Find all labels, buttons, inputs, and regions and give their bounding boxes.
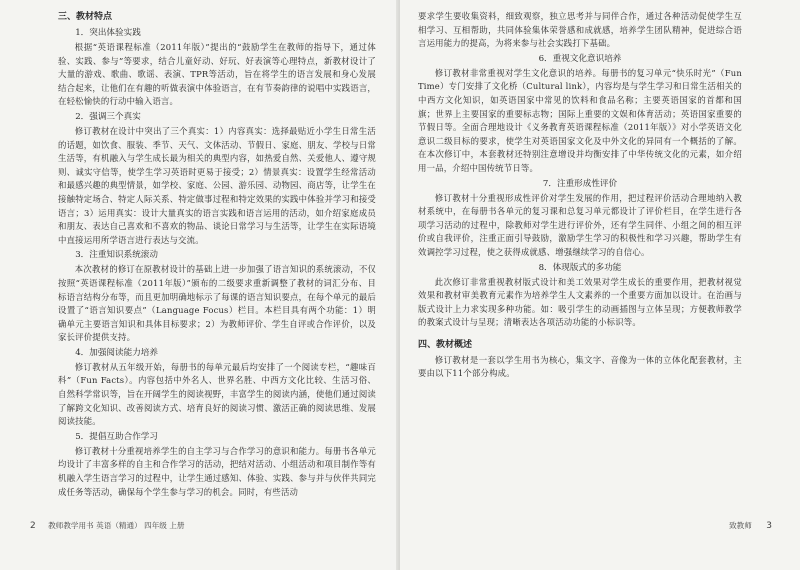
subheading-layout-functions: 8．体现版式的多功能 <box>538 262 622 273</box>
left-column <box>58 10 376 499</box>
paragraph-layout-functions: 此次修订非常重视教材版式设计和美工效果对学生成长的重要作用，把教材视觉效果和教材审美教育元素作为培养学生人文素养的一个重要方面加以设计。在治画与版式设计上力求实现多种功能。如：吸引学生的动画插图与立体呈现；方便教师教学的教案式设计与呈现；清晰表达各项活动功能的小标识等。 <box>418 276 742 328</box>
running-title-left: 教师教学用书 英语（精通） 四年级 上册 <box>48 521 185 530</box>
paragraph-knowledge-rolling: 本次教材的修订在原教材设计的基础上进一步加强了语言知识的系统滚动，不仅按照“英语课程标准（2011年版）”颁布的二级要求重新调整了教材的词汇分布、目标语言结构分布等，而且更加明确地标示了每课的语言知识要点，在每个单元的最后设置了“语言知识要点”（Language Focus）栏目。本栏目具有两个功能：1）明确单元主要语言知识和具体目标要求；2）为教师评价、学生自评或合作评价，以及家长评价提供支持。 <box>58 264 376 343</box>
right-footer <box>729 520 772 531</box>
paragraph-three-realities: 修订教材在设计中突出了三个真实：1）内容真实：选择最贴近小学生日常生活的话题，如饮食、服装、季节、天气、文体活动、节假日、家庭、朋友、学校与日常生活等，有机融入与学生成长最为相关的典型内容，如热爱自然、关爱他人、遵守规则、诚实守信等，使学生学习英语时更易于接受；2）情景真实：设置学生经常活动和最感兴趣的典型情景，如学校、家庭、公园、游乐园、动物园、商店等，让学生在接触特定场合、特定人际关系、特定做事过程和特定效果的实践中体验并学习和接受语言；3）运用真实：设计大量真实的语言实践和语言运用的活动，如介绍家庭成员和朋友、表达自己喜欢和不喜欢的物品、谈论日常学习与生活等，让学生在实际语境中直接运用所学语言进行表达与交流。 <box>58 125 376 245</box>
page-number-right: 3 <box>766 521 772 531</box>
section-heading-overview: 四、教材概述 <box>418 339 473 350</box>
subheading-cooperative-learning: 5．提倡互助合作学习 <box>75 431 158 442</box>
subheading-experience-practice: 1．突出体验实践 <box>75 28 141 38</box>
paragraph-cultural-awareness: 修订教材非常重视对学生文化意识的培养。每册书的复习单元“快乐时光”（Fun Time）专门安排了文化桥（Cultural link），内容均是与学生学习和日常生活相关的中西方文化知识，如英语国家中常见的饮料和食品名称；主要英语国家的首都和国旗；世界上主要国家的重要标志物；国际上重要的文娱和体育活动；英语国家重要的节假日等。全面合理地设计《义务教育英语课程标准（2011年版）》对小学英语文化意识二级目标的要求，使学生对英语国家文化及中外文化的异同有一个概括的了解。在本次修订中，本套教材还特别注意增设并均衡安排了中华传统文化的元素，如介绍用一品，介绍中国传统节日等。 <box>418 67 742 173</box>
right-column <box>418 10 742 381</box>
paragraph-cooperative-learning: 修订教材十分重视培养学生的自主学习与合作学习的意识和能力。每册书各单元均设计了丰富多样的自主和合作学习的活动，把结对活动、小组活动和项目制作等有机融入学生语言学习的过程中，让学生通过感知、体验、实践、参与并与伙伴共同完成任务等活动，确保每个学生参与学习的机会。同时，有些活动 <box>58 445 376 497</box>
left-footer <box>30 520 185 531</box>
running-title-right: 致教师 <box>729 521 752 530</box>
subheading-formative-evaluation: 7．注重形成性评价 <box>542 178 618 189</box>
paragraph-overview: 修订教材是一套以学生用书为核心，集文字、音像为一体的立体化配套教材，主要由以下11个部分构成。 <box>418 354 742 379</box>
paragraph-reading-ability: 修订教材从五年级开始，每册书的每单元最后均安排了一个阅读专栏，“趣味百科”（Fun Facts）。内容包括中外名人、世界名胜、中西方文化比较、生活习俗、自然科学常识等，旨在开阔学生的阅读视野，丰富学生的阅读内涵，使他们通过阅读了解跨文化知识、改善阅读方式、培育良好的阅读习惯、激活正确的阅读思维、发展阅读技能。 <box>58 361 376 427</box>
right-page <box>400 0 800 570</box>
subheading-cultural-awareness: 6．重视文化意识培养 <box>538 53 622 64</box>
subheading-reading-ability: 4．加强阅读能力培养 <box>75 347 158 358</box>
subheading-knowledge-rolling: 3．注重知识系统滚动 <box>75 250 158 261</box>
paragraph-experience-practice: 根据“英语课程标准（2011年版）”提出的“鼓励学生在教师的指导下，通过体验、实践、参与”等要求，结合儿童好动、好玩、好表演等心理特点，新教材设计了大量的游戏、歌曲、歌谣、表演、TPR等活动，旨在将学生的语言发展和身心发展结合起来，让他们在有趣的听做表演中体验语言，在有节奏韵律的说唱中实践语言，在轻松愉快的行动中输入语言。 <box>58 42 376 107</box>
paragraph-continued: 要求学生要收集资料，细致观察，独立思考并与同伴合作，通过各种活动促使学生互相学习、互相帮助，共同体验集体荣誉感和成就感，培养学生团队精神，促进综合语言运用能力的提高，为将来参与社会实践打下基础。 <box>418 11 742 49</box>
subheading-three-realities: 2．强调三个真实 <box>75 111 141 122</box>
paragraph-formative-evaluation: 修订教材十分重视形成性评价对学生发展的作用，把过程评价活动合理地纳入教材系统中，在每册书各单元的复习课和总复习单元都设计了评价栏目，在学生进行各项学习活动的过程中，除教师对学生进行评价外，还有学生同伴、小组之间的相互评价或自我评价，注重正面引导鼓励，激励学生学习的积极性和学习兴趣，帮助学生有效调控学习过程，使之获得成就感、增强继续学习的自信心。 <box>418 192 742 257</box>
section-heading-features: 三、教材特点 <box>58 12 113 22</box>
page-number-left: 2 <box>30 521 36 531</box>
